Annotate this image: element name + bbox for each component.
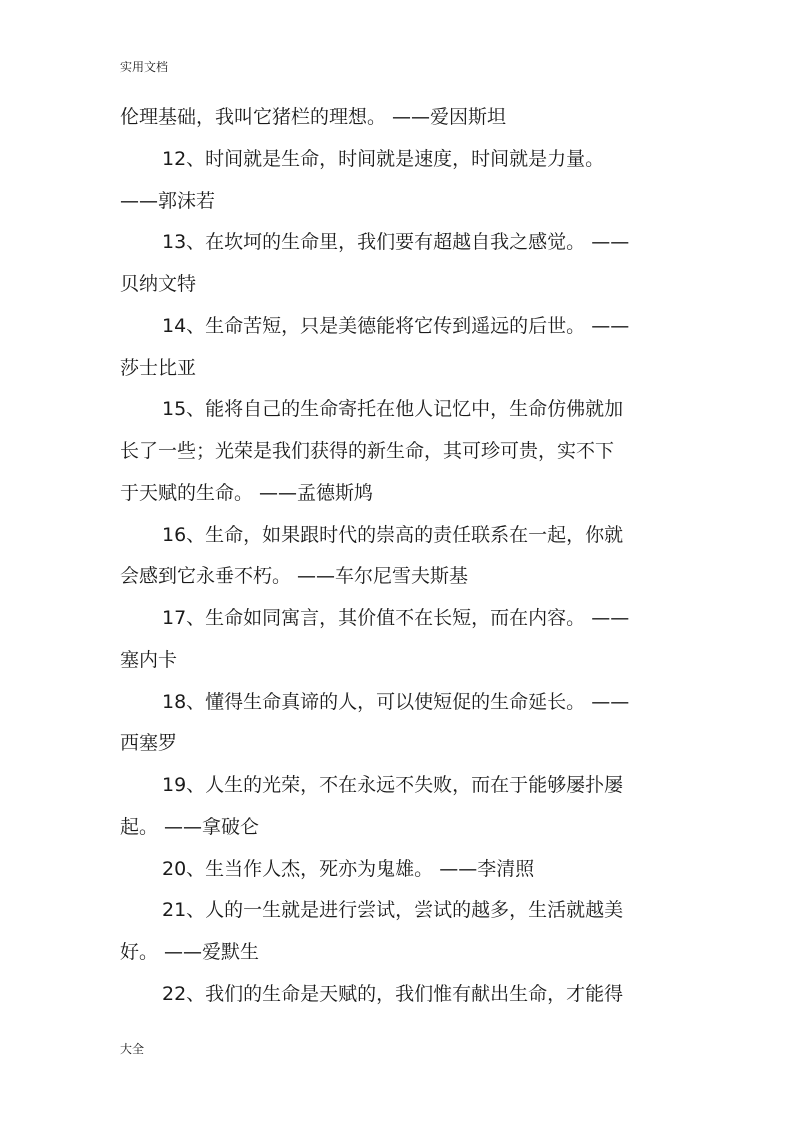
text-line: 长了一些；光荣是我们获得的新生命，其可珍可贵，实不下: [120, 440, 615, 462]
text-line: ——郭沫若: [120, 189, 216, 212]
quote-21: 21、人的一生就是进行尝试，尝试的越多，生活就越美: [162, 899, 624, 922]
text-line: 于天赋的生命。 ——孟德斯鸠: [120, 481, 374, 504]
quote-14: 14、生命苦短，只是美德能将它传到遥远的后世。 ——: [162, 314, 630, 337]
text-line: 会感到它永垂不朽。 ——车尔尼雪夫斯基: [120, 565, 469, 588]
page-footer: 大全: [120, 1042, 145, 1056]
quote-15: 15、能将自己的生命寄托在他人记忆中，生命仿佛就加: [162, 398, 624, 421]
text-line: 伦理基础，我叫它猪栏的理想。 ——爱因斯坦: [120, 106, 507, 128]
text-line: 贝纳文特: [120, 273, 197, 295]
text-line: 莎士比亚: [120, 356, 197, 379]
quote-18: 18、懂得生命真谛的人，可以使短促的生命延长。 ——: [162, 690, 630, 713]
text-line: 好。 ——爱默生: [120, 941, 260, 963]
quote-16: 16、生命，如果跟时代的崇高的责任联系在一起，你就: [162, 523, 624, 546]
quote-19: 19、人生的光荣，不在永远不失败，而在于能够屡扑屡: [162, 774, 624, 796]
page-header: 实用文档: [120, 60, 169, 74]
text-line: 塞内卡: [120, 648, 178, 671]
text-line: 西塞罗: [120, 732, 178, 755]
text-line: 起。 ——拿破仑: [120, 815, 260, 838]
quote-17: 17、生命如同寓言，其价值不在长短，而在内容。 ——: [162, 607, 630, 629]
document-body: [120, 97, 680, 1016]
quote-12: 12、时间就是生命，时间就是速度，时间就是力量。: [162, 147, 605, 170]
quote-22: 22、我们的生命是天赋的，我们惟有献出生命，才能得: [162, 982, 624, 1005]
quote-13: 13、在坎坷的生命里，我们要有超越自我之感觉。 ——: [162, 231, 630, 254]
quote-20: 20、生当作人杰，死亦为鬼雄。 ——李清照: [162, 857, 535, 880]
